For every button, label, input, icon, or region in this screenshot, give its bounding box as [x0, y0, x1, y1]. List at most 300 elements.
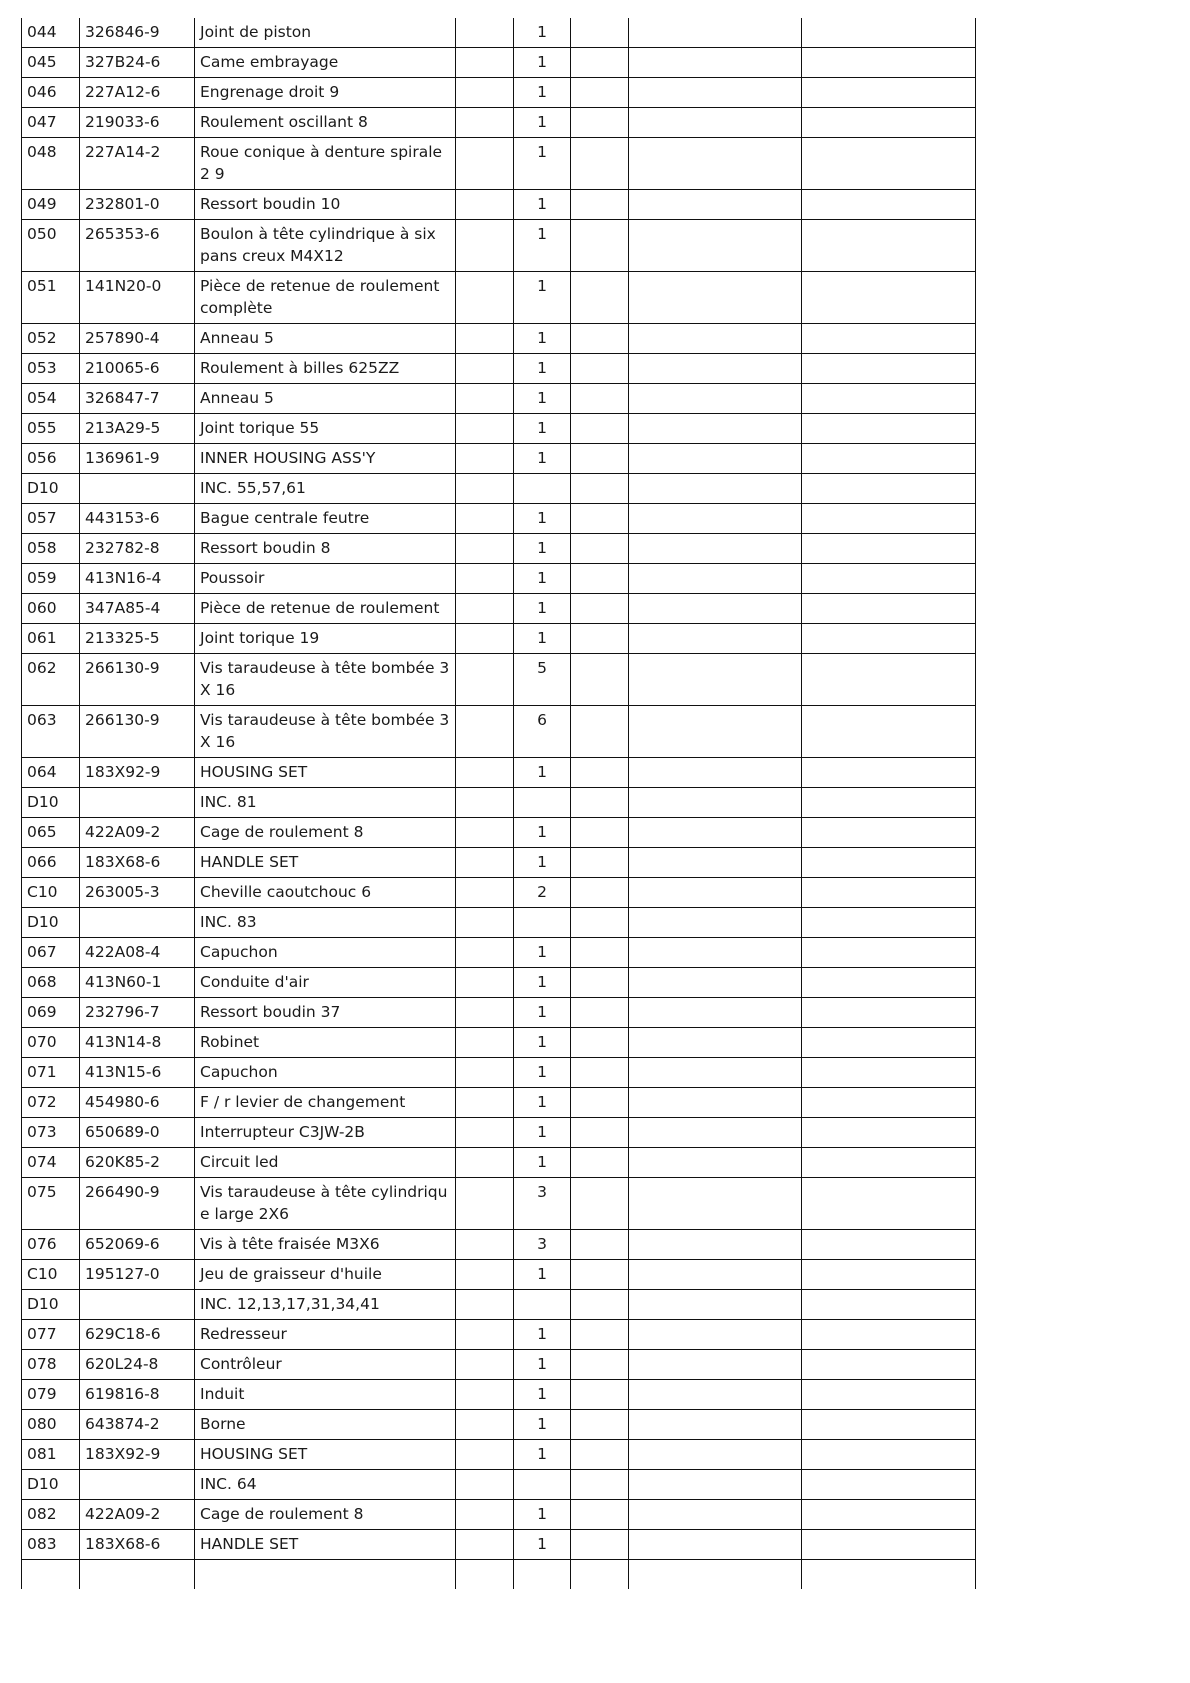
- blank-cell: [456, 818, 514, 848]
- quantity-cell: 1: [514, 998, 571, 1028]
- parts-table: [21, 18, 976, 1589]
- blank-cell: [802, 48, 976, 78]
- description-cell: HANDLE SET: [195, 1530, 456, 1560]
- blank-cell: [802, 414, 976, 444]
- blank-cell: [629, 534, 802, 564]
- item-number-cell: 066: [22, 848, 80, 878]
- item-number-cell: 071: [22, 1058, 80, 1088]
- blank-cell: [629, 272, 802, 324]
- quantity-cell: 2: [514, 878, 571, 908]
- blank-cell: [571, 654, 629, 706]
- blank-cell: [629, 48, 802, 78]
- quantity-cell: 1: [514, 1380, 571, 1410]
- blank-cell: [802, 1530, 976, 1560]
- table-row: [22, 938, 976, 968]
- blank-cell: [456, 758, 514, 788]
- item-number-cell: 082: [22, 1500, 80, 1530]
- blank-cell: [802, 534, 976, 564]
- description-cell: Pièce de retenue de roulement: [195, 594, 456, 624]
- blank-cell: [802, 504, 976, 534]
- table-row: [22, 1410, 976, 1440]
- blank-cell: [802, 272, 976, 324]
- blank-cell: [456, 1230, 514, 1260]
- blank-cell: [629, 108, 802, 138]
- blank-cell: [802, 1058, 976, 1088]
- blank-cell: [456, 908, 514, 938]
- blank-cell: [802, 1230, 976, 1260]
- blank-cell: [802, 220, 976, 272]
- blank-cell: [802, 1470, 976, 1500]
- item-number-cell: 081: [22, 1440, 80, 1470]
- blank-cell: [802, 1290, 976, 1320]
- blank-cell: [629, 1290, 802, 1320]
- blank-cell: [802, 1440, 976, 1470]
- quantity-cell: 1: [514, 818, 571, 848]
- table-row: [22, 504, 976, 534]
- blank-cell: [456, 1178, 514, 1230]
- item-number-cell: 048: [22, 138, 80, 190]
- part-number-cell: 652069-6: [80, 1230, 195, 1260]
- part-number-cell: 443153-6: [80, 504, 195, 534]
- description-cell: Capuchon: [195, 938, 456, 968]
- description-cell: Contrôleur: [195, 1350, 456, 1380]
- quantity-cell: [514, 908, 571, 938]
- table-row: [22, 1148, 976, 1178]
- blank-cell: [456, 1058, 514, 1088]
- blank-cell: [629, 354, 802, 384]
- quantity-cell: 1: [514, 78, 571, 108]
- item-number-cell: 055: [22, 414, 80, 444]
- table-row: [22, 564, 976, 594]
- quantity-cell: 1: [514, 444, 571, 474]
- blank-cell: [456, 78, 514, 108]
- quantity-cell: 1: [514, 1058, 571, 1088]
- blank-cell: [456, 272, 514, 324]
- item-number-cell: 063: [22, 706, 80, 758]
- table-row: [22, 18, 976, 48]
- quantity-cell: 5: [514, 654, 571, 706]
- quantity-cell: 1: [514, 324, 571, 354]
- blank-cell: [456, 138, 514, 190]
- part-number-cell: 620K85-2: [80, 1148, 195, 1178]
- blank-cell: [571, 1410, 629, 1440]
- description-cell: Joint de piston: [195, 18, 456, 48]
- blank-cell: [571, 1500, 629, 1530]
- blank-cell: [629, 414, 802, 444]
- blank-cell: [456, 504, 514, 534]
- table-row: [22, 1260, 976, 1290]
- table-row: [22, 1058, 976, 1088]
- description-cell: Pièce de retenue de roulement complète: [195, 272, 456, 324]
- blank-cell: [629, 1088, 802, 1118]
- blank-cell: [456, 384, 514, 414]
- blank-cell: [629, 1118, 802, 1148]
- item-number-cell: D10: [22, 474, 80, 504]
- blank-cell: [802, 1560, 976, 1590]
- quantity-cell: 1: [514, 1118, 571, 1148]
- blank-cell: [802, 968, 976, 998]
- blank-cell: [456, 1350, 514, 1380]
- blank-cell: [629, 788, 802, 818]
- blank-cell: [629, 758, 802, 788]
- blank-cell: [802, 1178, 976, 1230]
- table-row: [22, 758, 976, 788]
- table-row: [22, 108, 976, 138]
- blank-cell: [456, 1290, 514, 1320]
- part-number-cell: 326847-7: [80, 384, 195, 414]
- table-row: [22, 908, 976, 938]
- blank-cell: [629, 1058, 802, 1088]
- quantity-cell: 1: [514, 594, 571, 624]
- blank-cell: [629, 908, 802, 938]
- part-number-cell: 219033-6: [80, 108, 195, 138]
- item-number-cell: 058: [22, 534, 80, 564]
- blank-cell: [571, 384, 629, 414]
- quantity-cell: 1: [514, 624, 571, 654]
- blank-cell: [629, 1350, 802, 1380]
- description-cell: INC. 55,57,61: [195, 474, 456, 504]
- quantity-cell: 1: [514, 1320, 571, 1350]
- description-cell: F / r levier de changement: [195, 1088, 456, 1118]
- blank-cell: [456, 414, 514, 444]
- part-number-cell: 183X92-9: [80, 1440, 195, 1470]
- part-number-cell: 265353-6: [80, 220, 195, 272]
- blank-cell: [802, 78, 976, 108]
- blank-cell: [571, 818, 629, 848]
- part-number-cell: 195127-0: [80, 1260, 195, 1290]
- blank-cell: [629, 706, 802, 758]
- table-row: [22, 534, 976, 564]
- quantity-cell: 1: [514, 1088, 571, 1118]
- part-number-cell: [80, 788, 195, 818]
- quantity-cell: 1: [514, 1500, 571, 1530]
- part-number-cell: 629C18-6: [80, 1320, 195, 1350]
- item-number-cell: 077: [22, 1320, 80, 1350]
- quantity-cell: 1: [514, 1530, 571, 1560]
- blank-cell: [629, 654, 802, 706]
- description-cell: HOUSING SET: [195, 758, 456, 788]
- quantity-cell: 3: [514, 1230, 571, 1260]
- blank-cell: [571, 758, 629, 788]
- blank-cell: [571, 1440, 629, 1470]
- blank-cell: [802, 1088, 976, 1118]
- quantity-cell: 1: [514, 220, 571, 272]
- description-cell: Roulement oscillant 8: [195, 108, 456, 138]
- table-row: [22, 444, 976, 474]
- blank-cell: [629, 1440, 802, 1470]
- blank-cell: [802, 1028, 976, 1058]
- quantity-cell: 1: [514, 1350, 571, 1380]
- item-number-cell: 080: [22, 1410, 80, 1440]
- blank-cell: [571, 18, 629, 48]
- blank-cell: [802, 998, 976, 1028]
- item-number-cell: 050: [22, 220, 80, 272]
- description-cell: INC. 12,13,17,31,34,41: [195, 1290, 456, 1320]
- table-row: [22, 594, 976, 624]
- part-number-cell: 620L24-8: [80, 1350, 195, 1380]
- blank-cell: [571, 1470, 629, 1500]
- description-cell: Joint torique 55: [195, 414, 456, 444]
- blank-cell: [802, 758, 976, 788]
- table-row: [22, 78, 976, 108]
- description-cell: Induit: [195, 1380, 456, 1410]
- blank-cell: [802, 706, 976, 758]
- description-cell: Cage de roulement 8: [195, 1500, 456, 1530]
- blank-cell: [802, 564, 976, 594]
- part-number-cell: 326846-9: [80, 18, 195, 48]
- blank-cell: [802, 848, 976, 878]
- blank-cell: [571, 1560, 629, 1590]
- part-number-cell: 183X68-6: [80, 1530, 195, 1560]
- table-row: [22, 354, 976, 384]
- blank-cell: [456, 1260, 514, 1290]
- table-row: [22, 1230, 976, 1260]
- blank-cell: [629, 1560, 802, 1590]
- blank-cell: [571, 78, 629, 108]
- blank-cell: [802, 474, 976, 504]
- blank-cell: [456, 1320, 514, 1350]
- description-cell: Poussoir: [195, 564, 456, 594]
- table-row: [22, 624, 976, 654]
- blank-cell: [629, 1148, 802, 1178]
- parts-table-body: [22, 18, 976, 1589]
- quantity-cell: 1: [514, 384, 571, 414]
- quantity-cell: 1: [514, 564, 571, 594]
- blank-cell: [629, 504, 802, 534]
- quantity-cell: 1: [514, 968, 571, 998]
- part-number-cell: 413N60-1: [80, 968, 195, 998]
- description-cell: HOUSING SET: [195, 1440, 456, 1470]
- description-cell: Engrenage droit 9: [195, 78, 456, 108]
- blank-cell: [629, 220, 802, 272]
- table-row: [22, 272, 976, 324]
- blank-cell: [456, 1088, 514, 1118]
- blank-cell: [571, 706, 629, 758]
- blank-cell: [571, 1058, 629, 1088]
- item-number-cell: C10: [22, 1260, 80, 1290]
- blank-cell: [571, 1530, 629, 1560]
- table-row: [22, 878, 976, 908]
- blank-cell: [571, 324, 629, 354]
- blank-cell: [629, 1028, 802, 1058]
- blank-cell: [456, 938, 514, 968]
- item-number-cell: D10: [22, 788, 80, 818]
- quantity-cell: 6: [514, 706, 571, 758]
- description-cell: Joint torique 19: [195, 624, 456, 654]
- blank-cell: [571, 998, 629, 1028]
- blank-cell: [629, 190, 802, 220]
- quantity-cell: 1: [514, 758, 571, 788]
- quantity-cell: 1: [514, 504, 571, 534]
- blank-cell: [802, 138, 976, 190]
- blank-cell: [571, 848, 629, 878]
- part-number-cell: 619816-8: [80, 1380, 195, 1410]
- blank-cell: [629, 594, 802, 624]
- blank-cell: [629, 1530, 802, 1560]
- description-cell: INC. 81: [195, 788, 456, 818]
- description-cell: Vis taraudeuse à tête cylindrique large 2X6: [195, 1178, 456, 1230]
- description-cell: Borne: [195, 1410, 456, 1440]
- blank-cell: [456, 1440, 514, 1470]
- part-number-cell: 210065-6: [80, 354, 195, 384]
- blank-cell: [571, 938, 629, 968]
- empty-table-row: [22, 1560, 976, 1590]
- blank-cell: [571, 968, 629, 998]
- item-number-cell: 053: [22, 354, 80, 384]
- table-row: [22, 48, 976, 78]
- description-cell: Anneau 5: [195, 384, 456, 414]
- blank-cell: [802, 324, 976, 354]
- quantity-cell: 1: [514, 354, 571, 384]
- description-cell: Conduite d'air: [195, 968, 456, 998]
- blank-cell: [571, 474, 629, 504]
- blank-cell: [571, 534, 629, 564]
- blank-cell: [571, 788, 629, 818]
- part-number-cell: 232796-7: [80, 998, 195, 1028]
- blank-cell: [629, 384, 802, 414]
- blank-cell: [629, 878, 802, 908]
- description-cell: Redresseur: [195, 1320, 456, 1350]
- part-number-cell: 232782-8: [80, 534, 195, 564]
- blank-cell: [802, 1350, 976, 1380]
- description-cell: Cage de roulement 8: [195, 818, 456, 848]
- quantity-cell: 1: [514, 18, 571, 48]
- table-row: [22, 968, 976, 998]
- blank-cell: [629, 998, 802, 1028]
- item-number-cell: 070: [22, 1028, 80, 1058]
- part-number-cell: 263005-3: [80, 878, 195, 908]
- table-row: [22, 190, 976, 220]
- blank-cell: [456, 1148, 514, 1178]
- quantity-cell: 1: [514, 138, 571, 190]
- description-cell: Ressort boudin 37: [195, 998, 456, 1028]
- item-number-cell: 075: [22, 1178, 80, 1230]
- part-number-cell: 183X92-9: [80, 758, 195, 788]
- item-number-cell: 056: [22, 444, 80, 474]
- blank-cell: [802, 1410, 976, 1440]
- quantity-cell: 1: [514, 534, 571, 564]
- table-row: [22, 1118, 976, 1148]
- blank-cell: [802, 654, 976, 706]
- description-cell: INC. 64: [195, 1470, 456, 1500]
- part-number-cell: [80, 908, 195, 938]
- part-number-cell: 422A08-4: [80, 938, 195, 968]
- blank-cell: [571, 48, 629, 78]
- description-cell: Vis à tête fraisée M3X6: [195, 1230, 456, 1260]
- description-cell: Ressort boudin 8: [195, 534, 456, 564]
- blank-cell: [456, 1028, 514, 1058]
- blank-cell: [571, 1178, 629, 1230]
- item-number-cell: 044: [22, 18, 80, 48]
- blank-cell: [22, 1560, 80, 1590]
- blank-cell: [629, 1320, 802, 1350]
- description-cell: Jeu de graisseur d'huile: [195, 1260, 456, 1290]
- blank-cell: [802, 624, 976, 654]
- item-number-cell: 054: [22, 384, 80, 414]
- blank-cell: [629, 1410, 802, 1440]
- item-number-cell: 059: [22, 564, 80, 594]
- description-cell: Robinet: [195, 1028, 456, 1058]
- table-row: [22, 818, 976, 848]
- table-row: [22, 998, 976, 1028]
- quantity-cell: [514, 788, 571, 818]
- description-cell: Roulement à billes 625ZZ: [195, 354, 456, 384]
- item-number-cell: 074: [22, 1148, 80, 1178]
- blank-cell: [802, 384, 976, 414]
- blank-cell: [802, 908, 976, 938]
- part-number-cell: 422A09-2: [80, 1500, 195, 1530]
- blank-cell: [571, 1028, 629, 1058]
- table-row: [22, 414, 976, 444]
- item-number-cell: 061: [22, 624, 80, 654]
- blank-cell: [456, 474, 514, 504]
- blank-cell: [802, 938, 976, 968]
- part-number-cell: 183X68-6: [80, 848, 195, 878]
- table-row: [22, 1530, 976, 1560]
- part-number-cell: 227A14-2: [80, 138, 195, 190]
- quantity-cell: 3: [514, 1178, 571, 1230]
- item-number-cell: 079: [22, 1380, 80, 1410]
- table-row: [22, 1028, 976, 1058]
- blank-cell: [456, 324, 514, 354]
- part-number-cell: 347A85-4: [80, 594, 195, 624]
- table-row: [22, 1440, 976, 1470]
- blank-cell: [629, 18, 802, 48]
- table-row: [22, 384, 976, 414]
- blank-cell: [456, 1470, 514, 1500]
- table-row: [22, 1178, 976, 1230]
- item-number-cell: D10: [22, 1290, 80, 1320]
- quantity-cell: 1: [514, 48, 571, 78]
- blank-cell: [456, 624, 514, 654]
- blank-cell: [456, 706, 514, 758]
- blank-cell: [571, 1148, 629, 1178]
- blank-cell: [629, 564, 802, 594]
- blank-cell: [571, 138, 629, 190]
- table-row: [22, 474, 976, 504]
- part-number-cell: 650689-0: [80, 1118, 195, 1148]
- quantity-cell: [514, 1290, 571, 1320]
- table-row: [22, 138, 976, 190]
- blank-cell: [802, 444, 976, 474]
- blank-cell: [456, 878, 514, 908]
- blank-cell: [571, 272, 629, 324]
- description-cell: Came embrayage: [195, 48, 456, 78]
- item-number-cell: 051: [22, 272, 80, 324]
- part-number-cell: 136961-9: [80, 444, 195, 474]
- part-number-cell: 643874-2: [80, 1410, 195, 1440]
- item-number-cell: 078: [22, 1350, 80, 1380]
- quantity-cell: 1: [514, 1260, 571, 1290]
- blank-cell: [802, 1148, 976, 1178]
- description-cell: INNER HOUSING ASS'Y: [195, 444, 456, 474]
- quantity-cell: [514, 474, 571, 504]
- blank-cell: [571, 108, 629, 138]
- description-cell: Vis taraudeuse à tête bombée 3X 16: [195, 654, 456, 706]
- blank-cell: [802, 878, 976, 908]
- blank-cell: [456, 848, 514, 878]
- description-cell: INC. 83: [195, 908, 456, 938]
- blank-cell: [571, 1118, 629, 1148]
- blank-cell: [629, 818, 802, 848]
- blank-cell: [802, 818, 976, 848]
- blank-cell: [80, 1560, 195, 1590]
- blank-cell: [629, 474, 802, 504]
- blank-cell: [571, 1088, 629, 1118]
- table-row: [22, 324, 976, 354]
- table-row: [22, 1470, 976, 1500]
- blank-cell: [456, 220, 514, 272]
